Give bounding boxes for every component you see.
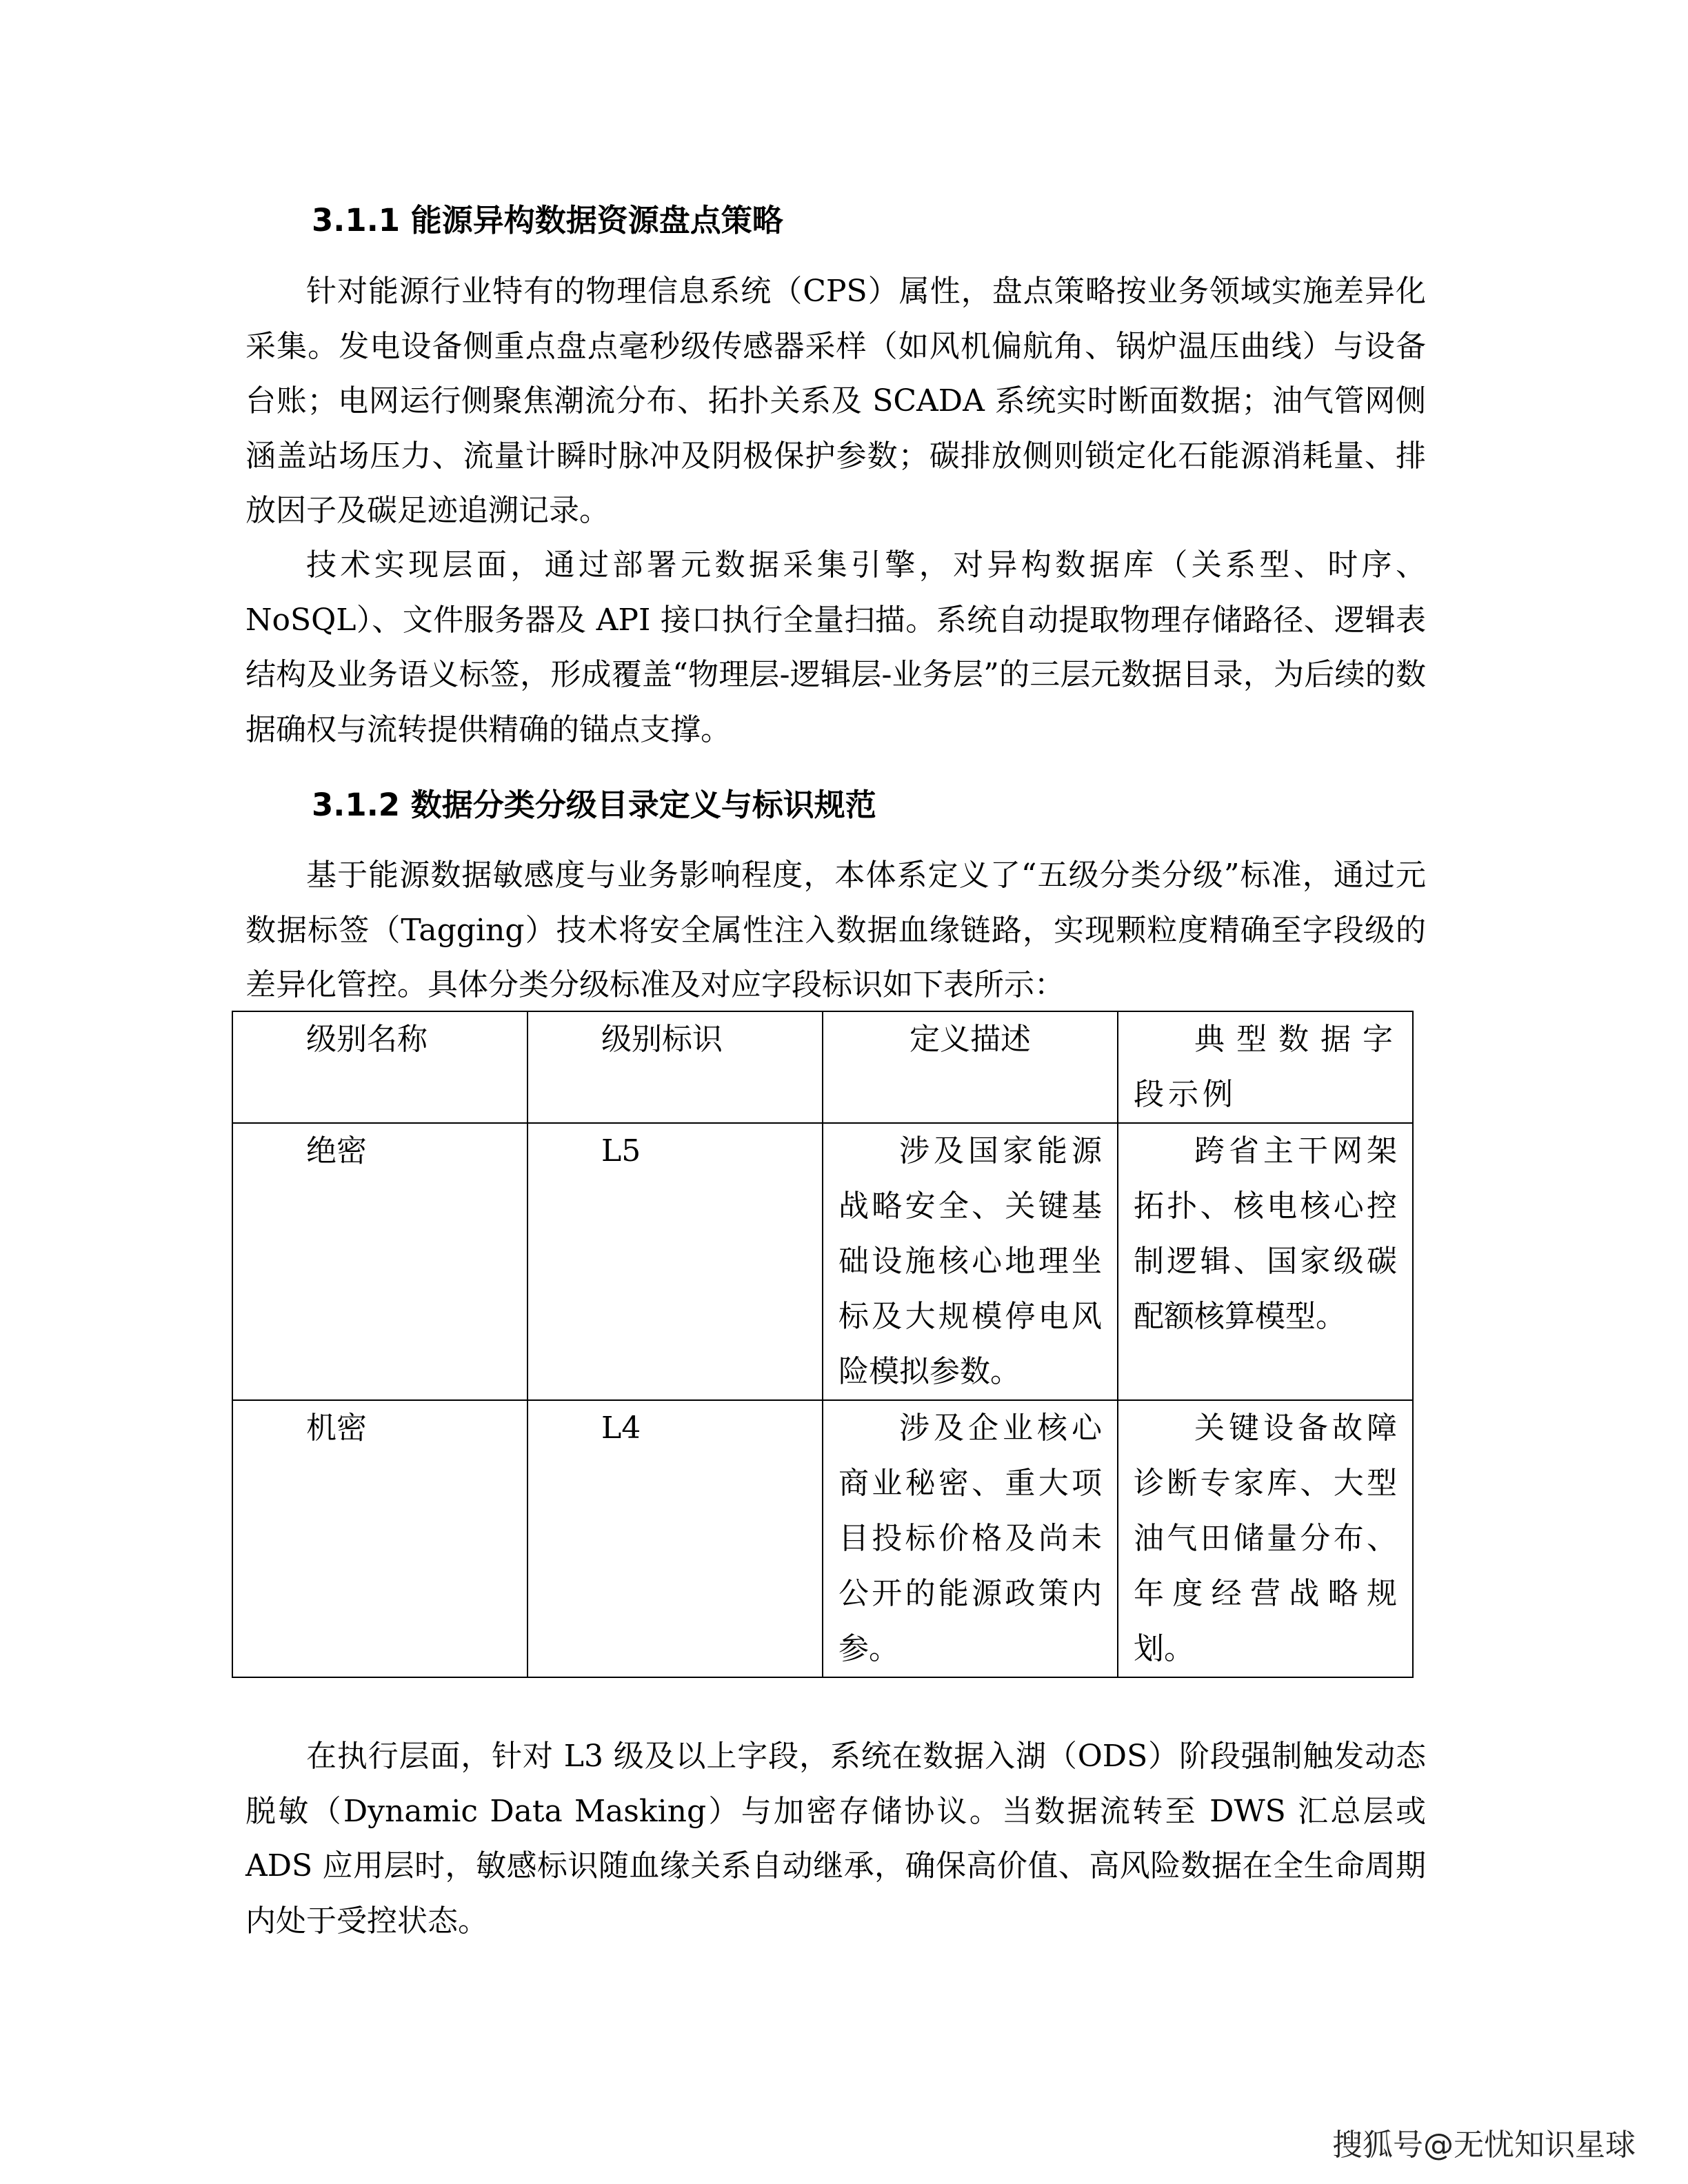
level-code-cell: L5 [528,1123,823,1400]
header-definition: 定义描述 [823,1011,1118,1123]
classification-intro-paragraph: 基于能源数据敏感度与业务影响程度，本体系定义了“五级分类分级”标准，通过元数据标签（Tagging）技术将安全属性注入数据血缘链路，实现颗粒度精确至字段级的差异化管控。具体分类分级标准及对应字段标识如下表所示： [245,858,1426,1002]
table-row [232,1400,1413,1677]
definition-cell: 涉及企业核心商业秘密、重大项目投标价格及尚未公开的能源政策内参。 [823,1400,1118,1677]
watermark: 搜狐号@无忧知识星球 [1332,2127,1636,2163]
level-code-cell: L4 [528,1400,823,1677]
section-3-1-2-heading: 3.1.2 数据分类分级目录定义与标识规范 [312,787,876,823]
metadata-engine-paragraph: 技术实现层面，通过部署元数据采集引擎，对异构数据库（关系型、时序、NoSQL）、文件服务器及 API 接口执行全量扫描。系统自动提取物理存储路径、逻辑表结构及业务语义标签，形成覆盖“物理层-逻辑层-业务层”的三层元数据目录，为后续的数据确权与流转提供精确的锚点支撑。 [245,547,1426,747]
header-field-examples: 典型数据字段示例 [1118,1011,1413,1123]
field-examples-cell: 跨省主干网架拓扑、核电核心控制逻辑、国家级碳配额核算模型。 [1118,1123,1413,1400]
table-header-row [232,1011,1413,1123]
definition-cell: 涉及国家能源战略安全、关键基础设施核心地理坐标及大规模停电风险模拟参数。 [823,1123,1118,1400]
execution-paragraph: 在执行层面，针对 L3 级及以上字段，系统在数据入湖（ODS）阶段强制触发动态脱敏（Dynamic Data Masking）与加密存储协议。当数据流转至 DWS 汇总层或 ADS 应用层时，敏感标识随血缘关系自动继承，确保高价值、高风险数据在全生命周期内处于受控状态。 [245,1739,1426,1939]
header-level-code: 级别标识 [528,1011,823,1123]
table-row [232,1123,1413,1400]
cps-inventory-paragraph: 针对能源行业特有的物理信息系统（CPS）属性，盘点策略按业务领域实施差异化采集。发电设备侧重点盘点毫秒级传感器采样（如风机偏航角、锅炉温压曲线）与设备台账；电网运行侧聚焦潮流分布、拓扑关系及 SCADA 系统实时断面数据；油气管网侧涵盖站场压力、流量计瞬时脉冲及阴极保护参数；碳排放侧则锁定化石能源消耗量、排放因子及碳足迹追溯记录。 [245,274,1426,528]
header-level-name: 级别名称 [232,1011,528,1123]
field-examples-cell: 关键设备故障诊断专家库、大型油气田储量分布、年度经营战略规划。 [1118,1400,1413,1677]
level-name-cell: 绝密 [232,1123,528,1400]
section-3-1-1-heading: 3.1.1 能源异构数据资源盘点策略 [312,202,783,239]
level-name-cell: 机密 [232,1400,528,1677]
classification-table [232,1011,1414,1678]
